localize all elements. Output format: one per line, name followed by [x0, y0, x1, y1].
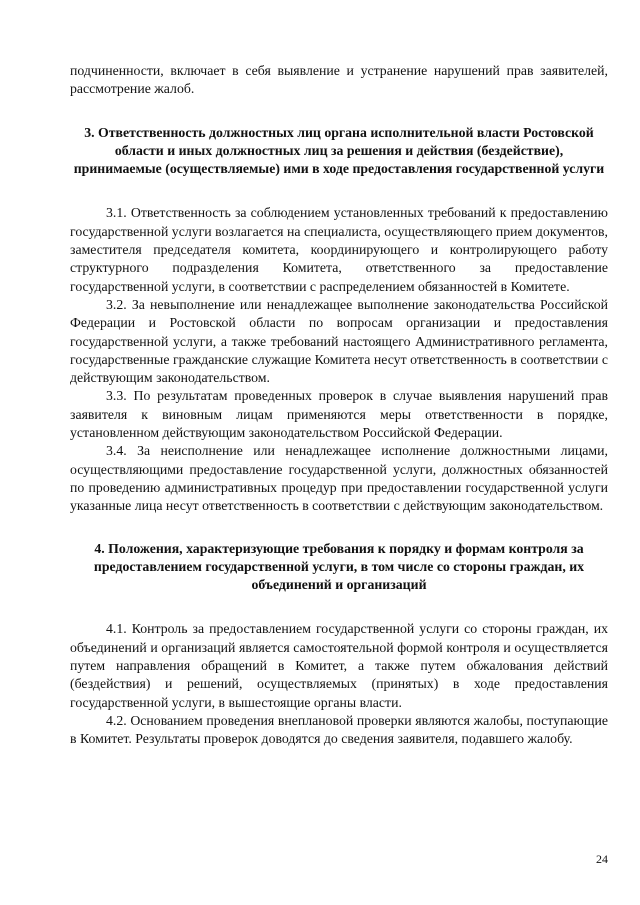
section-4-heading: 4. Положения, характеризующие требования к порядку и формам контроля за предоставлением государственной услуги, в том числе со стороны граждан, их объединений и организаций — [93, 540, 585, 593]
paragraph-4-2: 4.2. Основанием проведения внеплановой проверки являются жалобы, поступающие в Комитет. Результаты проверок доводятся до сведения заявителя, подавшего жалобу. — [70, 712, 608, 747]
intro-paragraph: подчиненности, включает в себя выявление и устранение нарушений прав заявителей, рассмотрение жалоб. — [70, 63, 608, 97]
paragraph-3-3: 3.3. По результатам проведенных проверок в случае выявления нарушений прав заявителя к виновным лицам применяются меры ответственности в порядке, установленном действующим законодательством Российской Федерации. — [70, 388, 608, 441]
paragraph-3-1: 3.1. Ответственность за соблюдением установленных требований к предоставлению государственной услуги возлагается на специалиста, осуществляющего прием документов, заместителя председателя комитета, координирующего и контролирующего работу структурного подразделения Комитета, ответственного за предоставление государственной услуги, в соответствии с распределением обязанностей в Комитете. — [70, 205, 608, 294]
paragraph-3-4: 3.4. За неисполнение или ненадлежащее исполнение должностными лицами, осуществляющими предоставление государственной услуги, должностных обязанностей по проведению административных процедур при предоставлении государственной услуги указанные лица несут ответственность в соответствии с действующим законодательством. — [70, 443, 608, 514]
paragraph-3-2: 3.2. За невыполнение или ненадлежащее выполнение законодательства Российской Федерации и Ростовской области по вопросам организации и предоставления государственной услуги, а также требований настоящего Административного регламента, государственные гражданские служащие Комитета несут ответственность в соответствии с действующим законодательством. — [70, 296, 608, 386]
page-content — [70, 62, 608, 749]
page-number: 24 — [596, 852, 608, 866]
paragraph-4-1: 4.1. Контроль за предоставлением государственной услуги со стороны граждан, их объединений и организаций является самостоятельной формой контроля и осуществляется путем направления обращений в Комитет, а также путем обжалования действий (бездействия) и решений, осуществляемых (принятых) в ходе предоставления государственной услуги, в вышестоящие органы власти. — [70, 621, 608, 710]
section-3-heading: 3. Ответственность должностных лиц органа исполнительной власти Ростовской области и иных должностных лиц за решения и действия (бездействие), принимаемые (осуществляемые) ими в ходе предоставления государственной услуги — [73, 124, 605, 177]
